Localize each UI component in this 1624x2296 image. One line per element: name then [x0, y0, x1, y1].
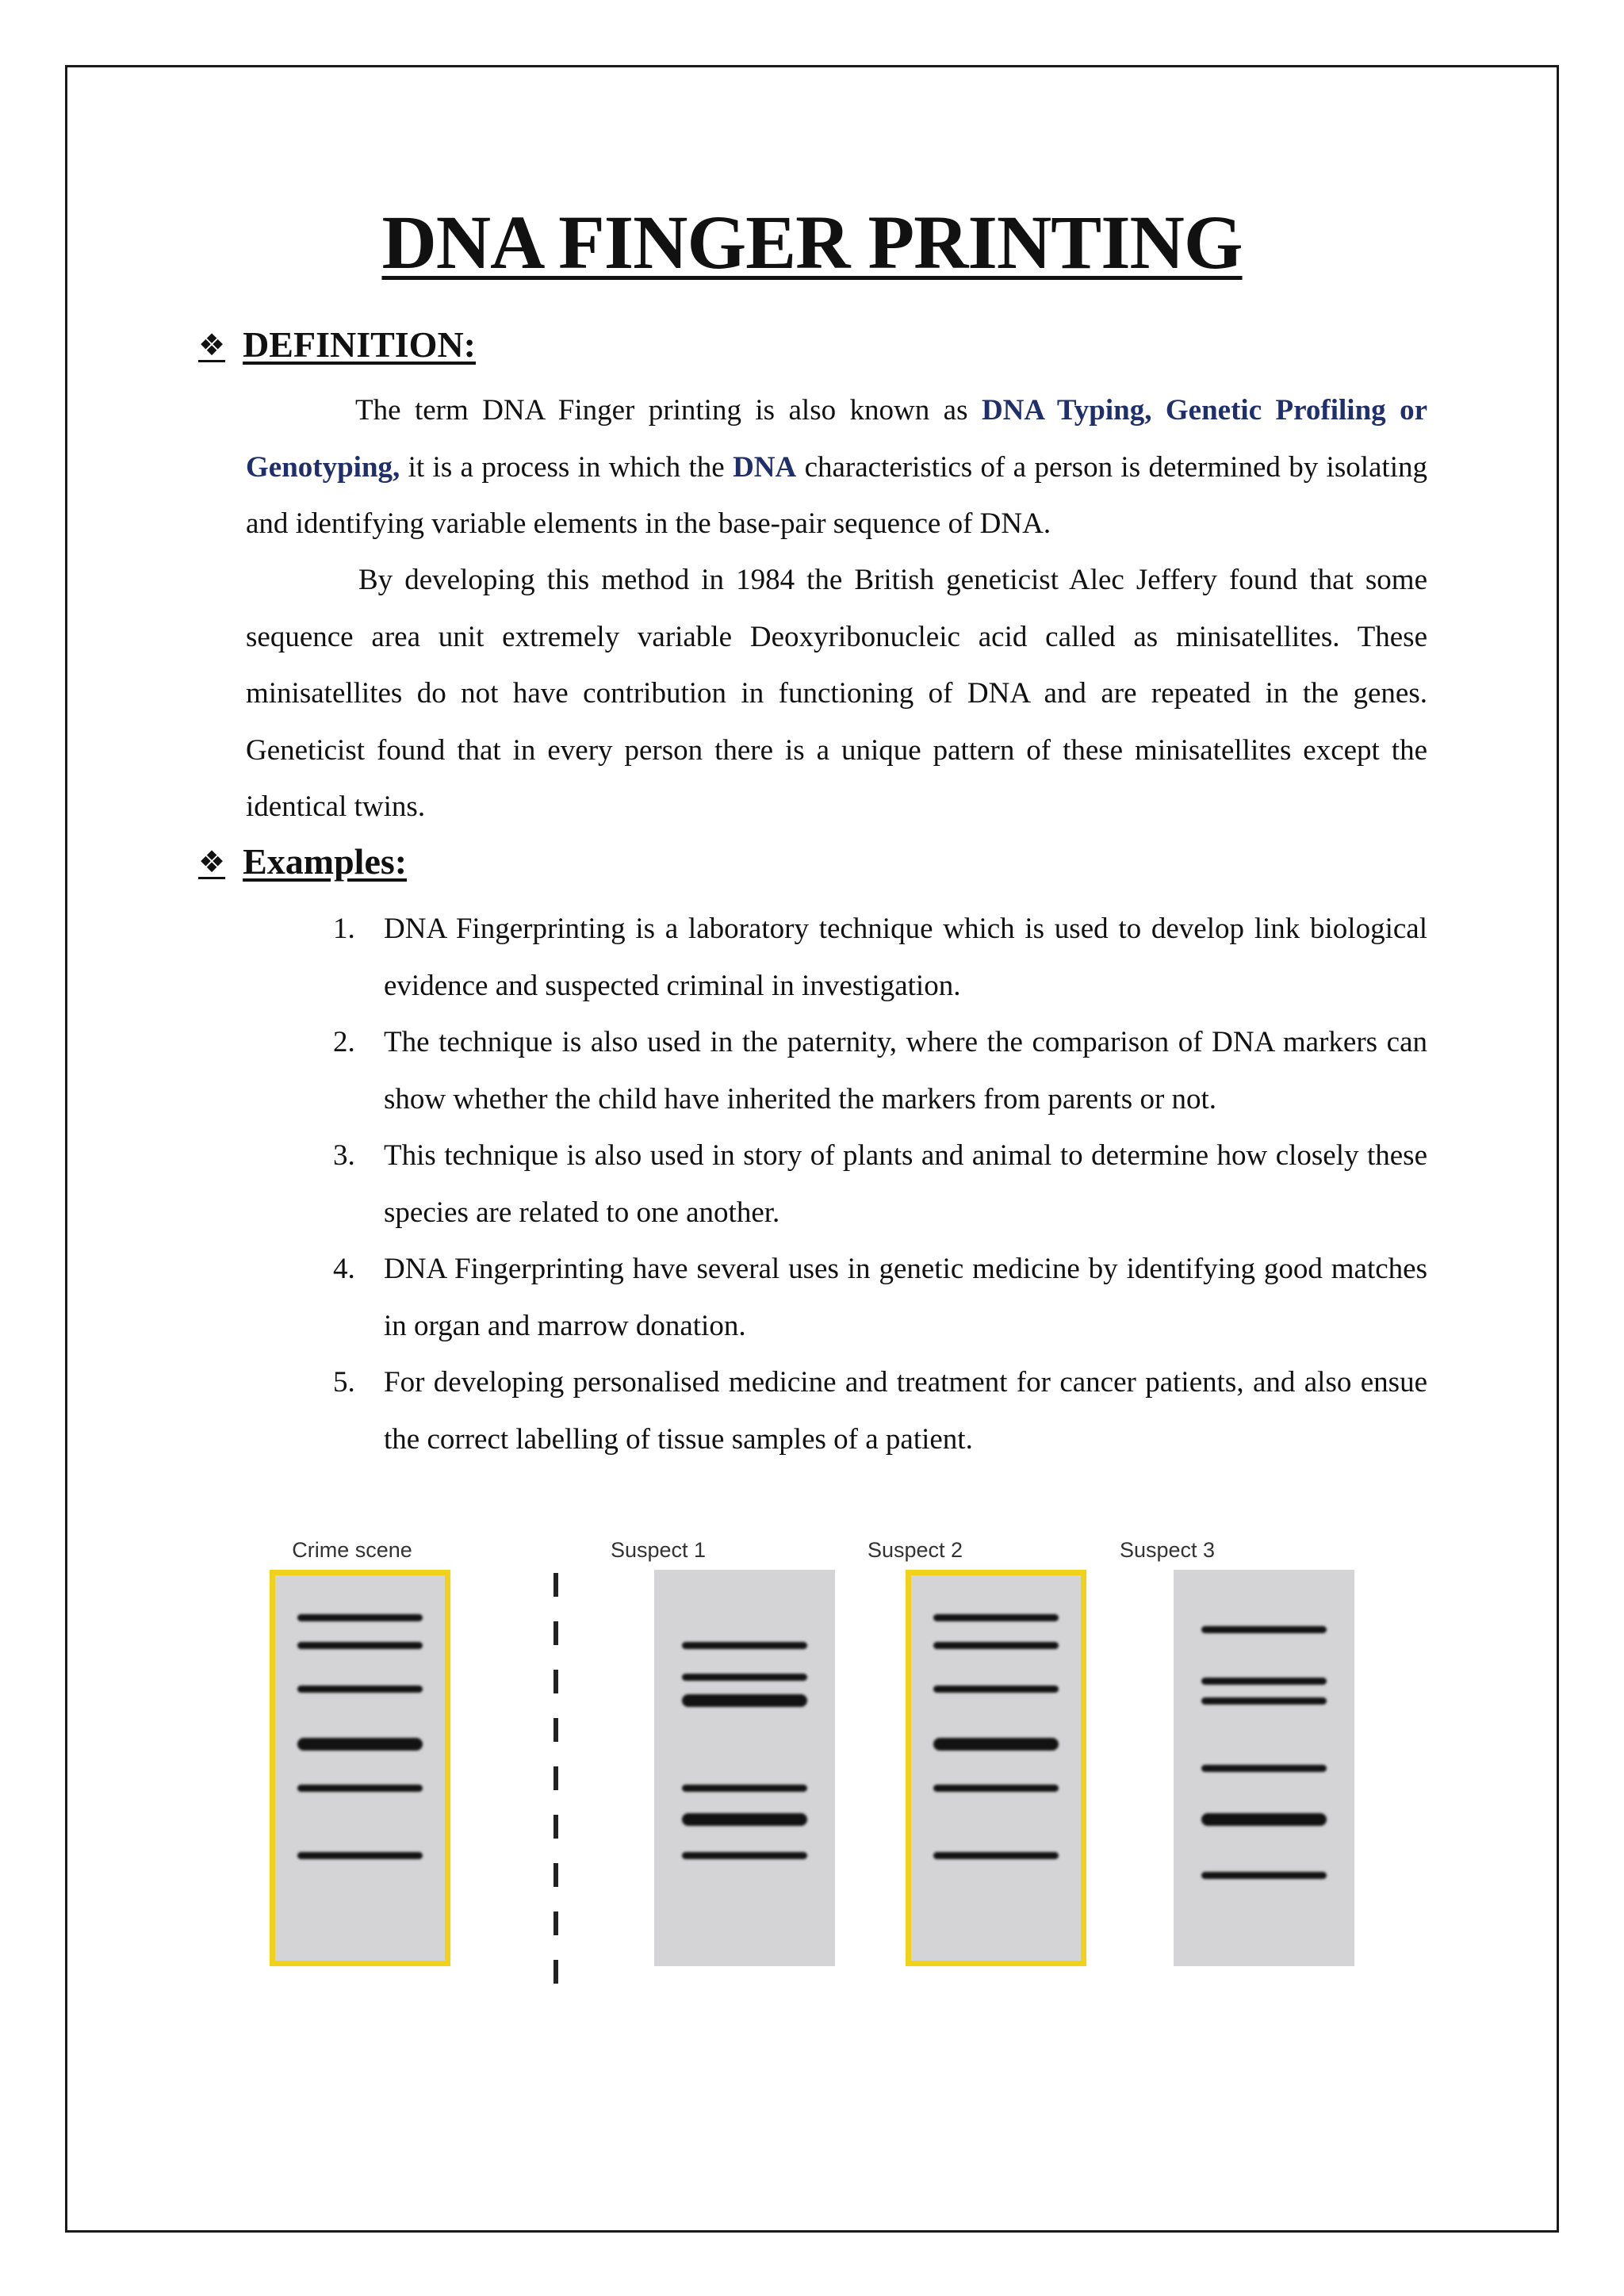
definition-heading — [198, 323, 476, 365]
divider-dash — [553, 1670, 558, 1693]
gel-band — [933, 1642, 1059, 1649]
gel-band — [682, 1674, 807, 1681]
gel-band — [297, 1642, 423, 1649]
gel-band — [297, 1614, 423, 1621]
lane-label-suspect-1: Suspect 1 — [610, 1538, 707, 1562]
list-item — [333, 1354, 1427, 1468]
highlight-dna-typing: DNA Typing — [981, 394, 1145, 427]
highlight-genetic-profiling: Genetic Profiling or Genotyping, — [246, 394, 1427, 484]
examples-heading-text: Examples: — [243, 841, 408, 882]
divider-dash — [553, 1960, 558, 1984]
list-item — [333, 1014, 1427, 1127]
divider-dash — [553, 1621, 558, 1645]
divider-dash — [553, 1911, 558, 1935]
gel-band — [1201, 1813, 1327, 1826]
examples-list — [333, 901, 1427, 1468]
gel-band — [933, 1738, 1059, 1751]
lane-label-crime-scene: Crime scene — [292, 1538, 412, 1562]
lane-label-suspect-3: Suspect 3 — [1119, 1538, 1216, 1562]
gel-band — [1201, 1765, 1327, 1772]
gel-lane-suspect-1 — [654, 1570, 835, 1966]
definition-heading-text: DEFINITION: — [243, 324, 477, 365]
gel-lane-suspect-3 — [1174, 1570, 1354, 1966]
gel-band — [297, 1785, 423, 1792]
divider-dash — [553, 1863, 558, 1887]
divider-dash — [553, 1573, 558, 1597]
list-item — [333, 901, 1427, 1014]
list-item — [333, 1241, 1427, 1354]
highlight-dna: DNA — [733, 450, 797, 484]
divider-dash — [553, 1815, 558, 1839]
list-text: DNA Fingerprinting have several uses in genetic medicine by identifying good matches in organ and marrow donation. — [384, 1253, 1427, 1342]
list-text: DNA Fingerprinting is a laboratory technique which is used to develop link biological evidence and suspected criminal in investigation. — [384, 913, 1427, 1002]
list-text: The technique is also used in the paternity, where the comparison of DNA markers can show whether the child have inherited the markers from parents or not. — [384, 1026, 1427, 1115]
gel-band — [933, 1614, 1059, 1621]
gel-band — [1201, 1678, 1327, 1685]
p2-text: By developing this method in 1984 the British geneticist Alec Jeffery found that some sequence area unit extremely variable Deoxyribonucleic acid called as minisatellites. These minisatellites do not have contribution in functioning of DNA and are repeated in the genes. Geneticist found that in every person there is a unique pattern of these minisatellites except the identical twins. — [246, 564, 1427, 823]
p1-text-end: characteristics of a person is determined by isolating and identifying variable elements in the base-pair sequence of DNA. — [246, 450, 1427, 540]
gel-band — [933, 1852, 1059, 1859]
examples-heading — [198, 840, 407, 882]
dna-gel-figure — [254, 1538, 1380, 2030]
list-number: 1. — [333, 913, 355, 945]
gel-band — [682, 1852, 807, 1859]
gel-band — [1201, 1872, 1327, 1879]
gel-band — [297, 1738, 423, 1751]
list-item — [333, 1127, 1427, 1241]
list-text: This technique is also used in story of plants and animal to determine how closely these species are related to one another. — [384, 1139, 1427, 1229]
p1-text-middle: it is a process in which the — [400, 450, 733, 484]
lane-label-suspect-2: Suspect 2 — [867, 1538, 963, 1562]
definition-paragraph-2 — [246, 552, 1427, 836]
diamond-bullet-icon: ❖ — [198, 844, 226, 879]
gel-band — [297, 1686, 423, 1693]
gel-band — [682, 1694, 807, 1707]
gel-band — [682, 1785, 807, 1792]
list-number: 3. — [333, 1139, 355, 1172]
list-text: For developing personalised medicine and treatment for cancer patients, and also ensue the correct labelling of tissue samples of a patient. — [384, 1366, 1427, 1456]
gel-lane-crime-scene — [270, 1570, 450, 1966]
gel-band — [1201, 1697, 1327, 1705]
definition-paragraph-1 — [246, 382, 1427, 553]
list-number: 2. — [333, 1026, 355, 1058]
gel-band — [682, 1813, 807, 1826]
diamond-bullet-icon: ❖ — [198, 327, 226, 362]
highlight-separator: , — [1144, 394, 1166, 427]
divider-dash — [553, 1766, 558, 1790]
page-title: DNA FINGER PRINTING — [381, 200, 1243, 285]
list-number: 4. — [333, 1253, 355, 1285]
gel-band — [1201, 1626, 1327, 1633]
gel-band — [297, 1852, 423, 1859]
divider-dash — [553, 1718, 558, 1742]
gel-band — [933, 1785, 1059, 1792]
list-number: 5. — [333, 1366, 355, 1399]
gel-lane-suspect-2 — [906, 1570, 1086, 1966]
gel-band — [933, 1686, 1059, 1693]
p1-text-start: The term DNA Finger printing is also known as — [355, 394, 982, 427]
gel-band — [682, 1642, 807, 1649]
